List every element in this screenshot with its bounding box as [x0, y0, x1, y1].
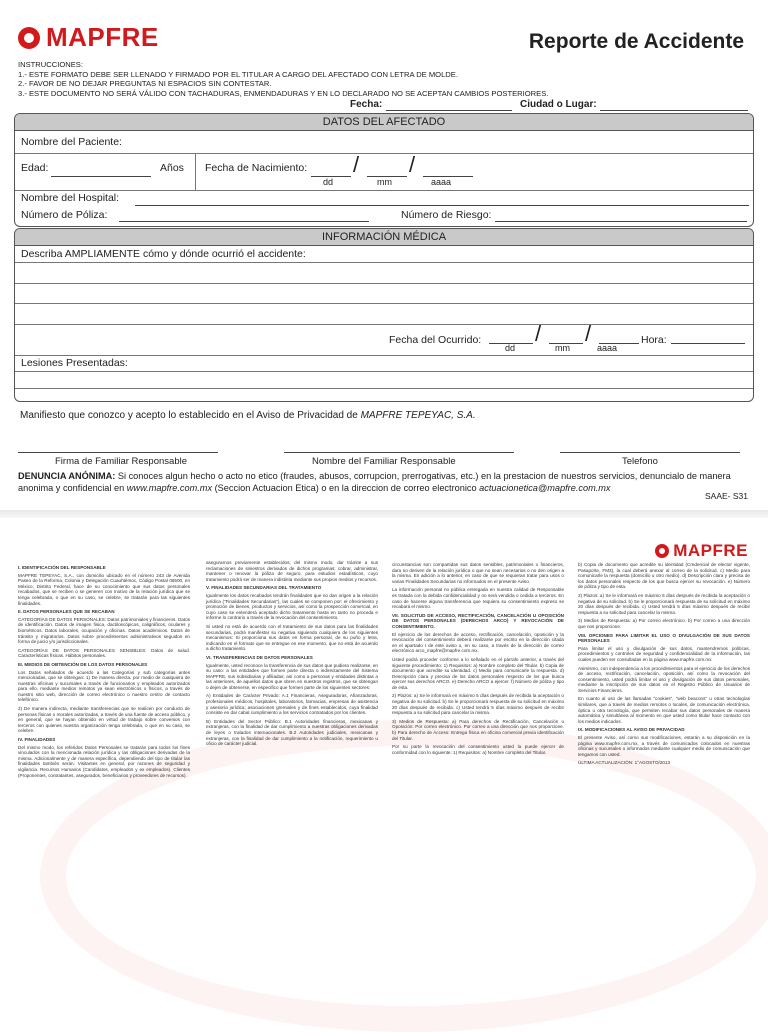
nombre-hospital-label: Nombre del Hospital: [21, 192, 120, 204]
aviso-section-heading: VI. TRANSFERENCIAS DE DATOS PERSONALES [206, 654, 313, 660]
aviso-paragraph: MAPFRE TEPEYAC, S.A., con domicilio ubicado en el número 243 de Avenida Paseo de la Reforma, Colonia y Delegación Cuauhtémoc, Código Postal 06500, en México, Distrito Federal, hace de su conocimiento que sus datos personales recabados, que se reciben o se generen con motivo de la relación jurídica que se tenga celebrada, o que en su caso, se celebre, se tratarán para las siguientes finalidades. [18, 572, 190, 606]
mapfre-logo-small [655, 541, 748, 561]
firma-field[interactable] [18, 452, 218, 453]
aviso-paragraph: Usted podrá proceder conforme a lo señalado en el párrafo anterior, a través del siguiente procedimiento: 1) Requisitos: a) Nombre completo del Titular. b) Copia de documento que acredite su identidad. c) Medio para comunicarle la respuesta. d) Descripción clara y precisa de los datos personales respecto de los que busca ejercer sus derechos ARCO. e) Derecho ARCO a ejercer. f) Número de póliza y tipo de esta. [392, 656, 564, 690]
aviso-paragraph: Igualmente, usted reconoce la transferencia de sus datos que pudiera realizarse, en su caso: a las entidades que formen parte directa o indirectamente del Sistema MAPFRE, sus subsidiarias y afiliadas; así como a personas y entidades distintas a las anteriores, de aquellos datos que obren en nuestros registros, que se obtengan o dejen de obtenerse, en especifico que formen parte de los siguientes sectores: [206, 662, 378, 690]
nombre-paciente-row [15, 131, 753, 154]
anos-label: Años [160, 162, 184, 174]
instruction-line: 1.- ESTE FORMATO DEBE SER LLENADO Y FIRMADO POR EL TITULAR A CARGO DEL AFECTADO CON LETRA DE MOLDE. [18, 69, 458, 79]
aviso-paragraph: circunstancias son compartidas sus datos sensibles, patrimoniales o financieros, dara no deriven de la relación jurídica o que no sean necesarios o no den origen a la misma. En adición a lo anterior, en caso de que se requieran tratar para usos o varias Finalidades Secundarias no informados en el presente Aviso. [392, 562, 564, 584]
mapfre-logo [18, 22, 159, 53]
afectado-section [14, 113, 754, 227]
aviso-paragraph: 2) Plazos: a) Se le informará en máximo 5 días después de recibida la aceptación o negativa de su solicitud. b) Se le proporcionará respuesta de su solicitud en máximo 20 días después de recibida. c) Usted tendrá 5 días máximo después de recibir respuesta a su solicitud para cancelar la misma. [392, 693, 564, 716]
poliza-row [15, 208, 753, 224]
slash: / [535, 321, 542, 346]
aviso-paragraph: El ejercicio de los derechos de acceso, rectificación, cancelación, oposición y la revocación del consentimiento deberá realizarse por escrito en la dirección citada en el apartado I de este aviso o, en su caso, a través de la dirección de correo electrónico arco_mapfre@mapfre.com.mx. [392, 631, 564, 654]
ciudad-field[interactable] [600, 110, 748, 111]
page-title: Reporte de Accidente [528, 30, 744, 53]
aviso-paragraph: CATEGORÍAS DE DATOS PERSONALES: Datos patrimoniales y financieros. Datos de identificación. Datos de imagen fisica, dactiloscópicos, caligráficos, oculares y biométricos. Datos laborales, ocupación y oficinas. Datos académicos. Datos de tránsito y migratorios. Datos sobre procedimientos administrativos seguidos en forma de juicio y/o jurisdiccionales. [18, 616, 190, 645]
privacy-text: Manifiesto que conozco y acepto lo establecido en el Aviso de Privacidad de [20, 410, 361, 421]
edad-field[interactable] [51, 176, 151, 177]
mapfre-emblem-icon [655, 544, 669, 558]
aviso-paragraph: ÚLTIMA ACTUALIZACIÓN: 1°AGOSTO/2013 [578, 760, 671, 766]
medica-heading: INFORMACIÓN MÉDICA [15, 229, 753, 246]
denuncia-text: (Seccion Actuacion Etica) o en la direccion de correo electronico [212, 483, 480, 493]
aviso-paragraph: La información personal no pública entregada en nuestra calidad de Responsable es tratada con la debida confidencialidad y no será vendida o cedida a terceros. En caso de hacerse alguna transferencia que requiera su consentimiento expreso se recabará el mismo. [392, 587, 564, 610]
dd-caption: dd [323, 177, 334, 187]
describa-label: Describa AMPLIAMENTE cómo y dónde ocurrió el accidente: [21, 248, 306, 260]
instructions [18, 60, 548, 98]
denuncia-text: Si conoces algun hecho o acto no etico (fraudes, abusos, corrupcion, prerrogativas, etc.) en la prestacion de nuestros servicios, denuncialo de manera anonima y confidencial en [18, 471, 731, 493]
aaaa-caption: aaaa [431, 177, 452, 187]
denuncia-anonima [18, 470, 753, 494]
firma-label: Firma de Familiar Responsable [55, 456, 187, 467]
numero-riesgo-label: Número de Riesgo: [401, 209, 492, 221]
afectado-heading: DATOS DEL AFECTADO [15, 114, 753, 131]
mm-caption: mm [377, 177, 392, 187]
instruction-line: 2.- FAVOR DE NO DEJAR PREGUNTAS NI ESPACIOS SIN CONTESTAR. [18, 79, 272, 88]
mm-caption: mm [555, 343, 570, 353]
aviso-column-3 [392, 562, 564, 758]
page-divider [0, 510, 768, 518]
aviso-column-2 [206, 560, 378, 750]
instructions-heading: INSTRUCCIONES: [18, 60, 83, 69]
mapfre-emblem-icon [18, 27, 40, 49]
instruction-line: 3.- ESTE DOCUMENTO NO SERÁ VÁLIDO CON TACHADURAS, ENMENDADURAS Y EN LO DECLARADO NO SE ACEPTAN CAMBIOS POSTERIORES. [18, 88, 549, 98]
medica-section [14, 228, 754, 402]
lesiones-line-2[interactable] [15, 387, 753, 401]
nombre-familiar-label: Nombre del Familiar Responsable [312, 456, 456, 467]
aviso-section-heading: II. DATOS PERSONALES QUE SE RECABAN [18, 609, 115, 615]
fecha-field[interactable] [386, 110, 512, 111]
telefono-field[interactable] [560, 452, 740, 453]
brand-name: MAPFRE [46, 22, 159, 52]
aaaa-caption: aaaa [597, 343, 618, 353]
edad-row [15, 154, 753, 191]
aviso-paragraph: El presente Aviso, así como sus modificaciones, estarán a su disposición en la página www.mapfre.com.mx, a través de comunicados colocados en nuestras oficinas y sucursales o informados mediante cualquier medio de comunicación que tengamos con usted. [578, 735, 750, 757]
aviso-paragraph: 2) Plazos: a) Se le informará en máximo 5 días después de recibida la aceptación o negativa de su solicitud. b) Se le proporcionará respuesta de su solicitud en máximo 20 días después de recibida. c) Usted tendrá 5 días máximo después de recibir respuesta a su solicitud para cancelar la misma. [578, 592, 750, 615]
numero-poliza-label: Número de Póliza: [21, 209, 108, 221]
aviso-paragraph: B) Entidades del Sector Público: B.1 Autoridades financieras, mexicanas y extranjeras, con la finalidad de dar cumplimiento a nuestras obligaciones derivadas de leyes o tratados internacionales. B.2 Autoridades judiciales, mexicanas y extranjeras, con la finalidad de dar cumplimiento a la notificación, requerimiento u oficio de carácter judicial. [206, 718, 378, 747]
aviso-paragraph: En cuanto al uso de las llamadas "cookies", "web beacons" u otras tecnologías similares, que a través de medios remotos o locales, de comunicación electrónica, óptica u otra tecnología, que permiten recabar sus datos personales de manera automática y simultánea al momento en que usted como titular hace contacto con los medios indicados. [578, 696, 750, 724]
aviso-paragraph: 3) Medios de Respuesta: a) Para derechos de Rectificación, Cancelación u Oposición: Por correo electrónico. Por correo a una dirección que nos proporcione. b) Para derecho de Acceso: Entrega física en oficina comercial previa identificación del Titular. [392, 718, 564, 741]
ciudad-label: Ciudad o Lugar: [520, 99, 597, 110]
fecha-label: Fecha: [350, 99, 383, 110]
descripcion-line-1[interactable] [15, 262, 753, 284]
fecha-nacimiento-label: Fecha de Nacimiento: [205, 162, 308, 174]
nombre-paciente-label: Nombre del Paciente: [21, 136, 122, 148]
descripcion-line-3[interactable] [15, 304, 753, 325]
brand-name: MAPFRE [673, 541, 748, 560]
aviso-paragraph: Igualmente los datos recabados tendrán finalidades que no dan origen a la relación jurídica ("Finalidades Secundarias"), las cuales se componen por: el ofrecimiento y promoción de bienes, productos y servicios, así como la prospección comercial, en cuyo caso se entenderá aceptado dicho tratamiento hasta en tanto no proceda e informe lo contrario a través de la revocación del consentimiento. [206, 592, 378, 621]
aviso-section-heading: IX. MODIFICACIONES AL AVISO DE PRIVACIDAD [578, 727, 685, 733]
divider [195, 154, 196, 190]
denuncia-label: DENUNCIA ANÓNIMA: [18, 471, 116, 481]
aviso-paragraph: 2) De manera indirecta, mediante transferencias que se realicen por conducto de personas físicas o morales autorizadas, a través de una fuente de acceso público, y en general, que se hayan obtenido en virtud de trabajo sobre convenios con terceros con quienes nuestra organización tenga celebrada, o que en su caso, se celebre. [18, 706, 190, 734]
lesiones-label: Lesiones Presentadas: [21, 357, 128, 369]
denuncia-email[interactable]: actuacionetica@mapfre.com.mx [479, 483, 611, 493]
nombre-familiar-field[interactable] [284, 452, 514, 453]
fecha-ocurrido-label: Fecha del Ocurrido: [389, 334, 482, 346]
aviso-section-heading: V. FINALIDADES SECUNDARIAS DEL TRATAMIENTO [206, 585, 322, 591]
aviso-section-heading: IV. FINALIDADES [18, 737, 56, 743]
edad-label: Edad: [21, 162, 49, 174]
numero-riesgo-field[interactable] [495, 221, 747, 222]
slash: / [353, 152, 360, 177]
aviso-paragraph: Para limitar el uso y divulgación de sus datos, mantendremos políticas, procedimientos y controles de seguridad y confidencialidad de la información, las cuales pueden ser consultadas en la página www.mapfre.com.mx [578, 645, 750, 662]
denuncia-url[interactable]: www.mapfre.com.mx [126, 483, 213, 493]
aviso-column-4 [578, 562, 750, 769]
slash: / [409, 152, 416, 177]
aviso-paragraph: A) Entidades de Carácter Privado: A.1 Financieras, Aseguradoras, Afianzadoras, profesionales médicos, hospitales, laboratorios, farmacias, empresas de asistencia y asesoría jurídica; asociaciones gremiales y de fines establecidos, cuya finalidad consiste en dar cabal cumplimiento a los servicios contratados por los clientes. [206, 693, 378, 716]
descripcion-line-2[interactable] [15, 283, 753, 304]
aviso-section-heading: VIII. OPCIONES PARA LIMITAR EL USO O DIVULGACIÓN DE SUS DATOS PERSONALES [578, 632, 750, 644]
aviso-paragraph: Asimismo, con independencia a los procedimientos para el ejercicio de los derechos de acceso, rectificación, cancelación, oposición, así como la revocación del consentimiento, usted podrá limitar el uso y divulgación de sus datos personales, mediante la inscripción de sus datos en el Registro Público de Usuarios de Servicios Financieros. [578, 665, 750, 693]
aviso-paragraph: Por su parte la revocación del consentimiento usted la puede ejercer de conformidad con lo siguiente: 1) Requisitos: a) Nombre completo del Titular. [392, 744, 564, 755]
lesiones-row [15, 356, 753, 372]
aviso-paragraph: Los Datos señalados de acuerdo a las Categorías y sub categorías antes mencionadas, que se obtengan: 1) De manera directa, por medio de cualquiera de nuestras oficinas y sucursales a través de funcionarios y empleados autorizados para ello, mediante medios remotos ya sean electrónicos o físicos, a través de nuestro sitio web, dirección de correo electrónico o nuestro centro de contacto telefónico. [18, 669, 190, 703]
aviso-paragraph: Si usted no está de acuerdo con el tratamiento de sus datos para las finalidades secundarias, podrá manifestar su negativa siguiendo cualquiera de los siguientes mecanismos: Si proporciona sus datos en forma personal, de su puño y letra, indicando en el formato que se entregue en ese momento, que no está de acuerdo a dicho tratamiento. [206, 623, 378, 652]
ocurrido-row [15, 321, 753, 356]
aviso-paragraph: asegurarnos previamente establecidos; del mismo modo, dar trámite a sus reclamaciones de siniestros derivados de dichos programas; cobrar, administrar, mantener o renovar la póliza de seguro, para estudios estadísticos, cuyo tratamiento podrá ser de manera indistinta mediante sus propios medios y recursos. [206, 560, 378, 582]
aviso-column-1 [18, 562, 190, 781]
dd-caption: dd [505, 343, 516, 353]
aviso-paragraph: CATEGORÍAS DE DATOS PERSONALES SENSIBLES: Datos de salud. Características físicas. Hábitos personales. [18, 647, 190, 659]
nombre-hospital-field[interactable] [135, 205, 749, 206]
form-code: SAAE- S31 [705, 491, 748, 501]
describa-row [15, 246, 753, 262]
slash: / [585, 321, 592, 346]
privacy-company: MAPFRE TEPEYAC, S.A. [360, 410, 476, 421]
aviso-paragraph: Del mismo modo, los referidos Datos Personales se tratarán para todos los fines vinculados con la mencionada relación jurídica y las obligaciones derivadas de la misma. Adicionalmente y de manera específica, dependiendo del tipo de titular las finalidades también serán: Visitantes en general, por razones de seguridad y vigilancia. Recursos Humanos (Candidatos, empleados y ex empleados). Clientes (Proponentes, contratantes, asegurados, beneficiarios y proveedores de recursos). [18, 744, 190, 778]
hora-label: Hora: [641, 334, 667, 346]
aviso-paragraph: 3) Medios de Respuesta: a) Por correo electrónico. b) Por correo a una dirección que nos proporcione. [578, 618, 750, 629]
privacy-statement [20, 410, 476, 421]
aviso-section-heading: I. IDENTIFICACIÓN DEL RESPONSABLE [18, 565, 106, 570]
numero-poliza-field[interactable] [119, 221, 369, 222]
aviso-paragraph: b) Copia de documento que acredite su identidad (Credencial de elector vigente, Pasaporte, FM3), la cual deberá anexar al correo de la solicitud. c) Medio para comunicarle la respuesta (domicilio u otro medio). d) Descripción clara y precisa de los datos personales respecto de los que busca ejercer su revocación. e) Número de póliza y tipo de esta. [578, 562, 750, 590]
hospital-row [15, 191, 753, 207]
telefono-label: Telefono [622, 456, 658, 467]
hora-field[interactable] [671, 343, 745, 344]
aviso-section-heading: VII. SOLICITUD DE ACCESO, RECTIFICACIÓN, CANCELACIÓN U OPOSICIÓN DE DATOS PERSONALES (DERECHOS ARCO) Y REVOCACIÓN DE CONSENTIMIENTO. [392, 612, 564, 629]
aviso-section-heading: III. MEDIOS DE OBTENCIÓN DE LOS DATOS PERSONALES [18, 661, 148, 667]
